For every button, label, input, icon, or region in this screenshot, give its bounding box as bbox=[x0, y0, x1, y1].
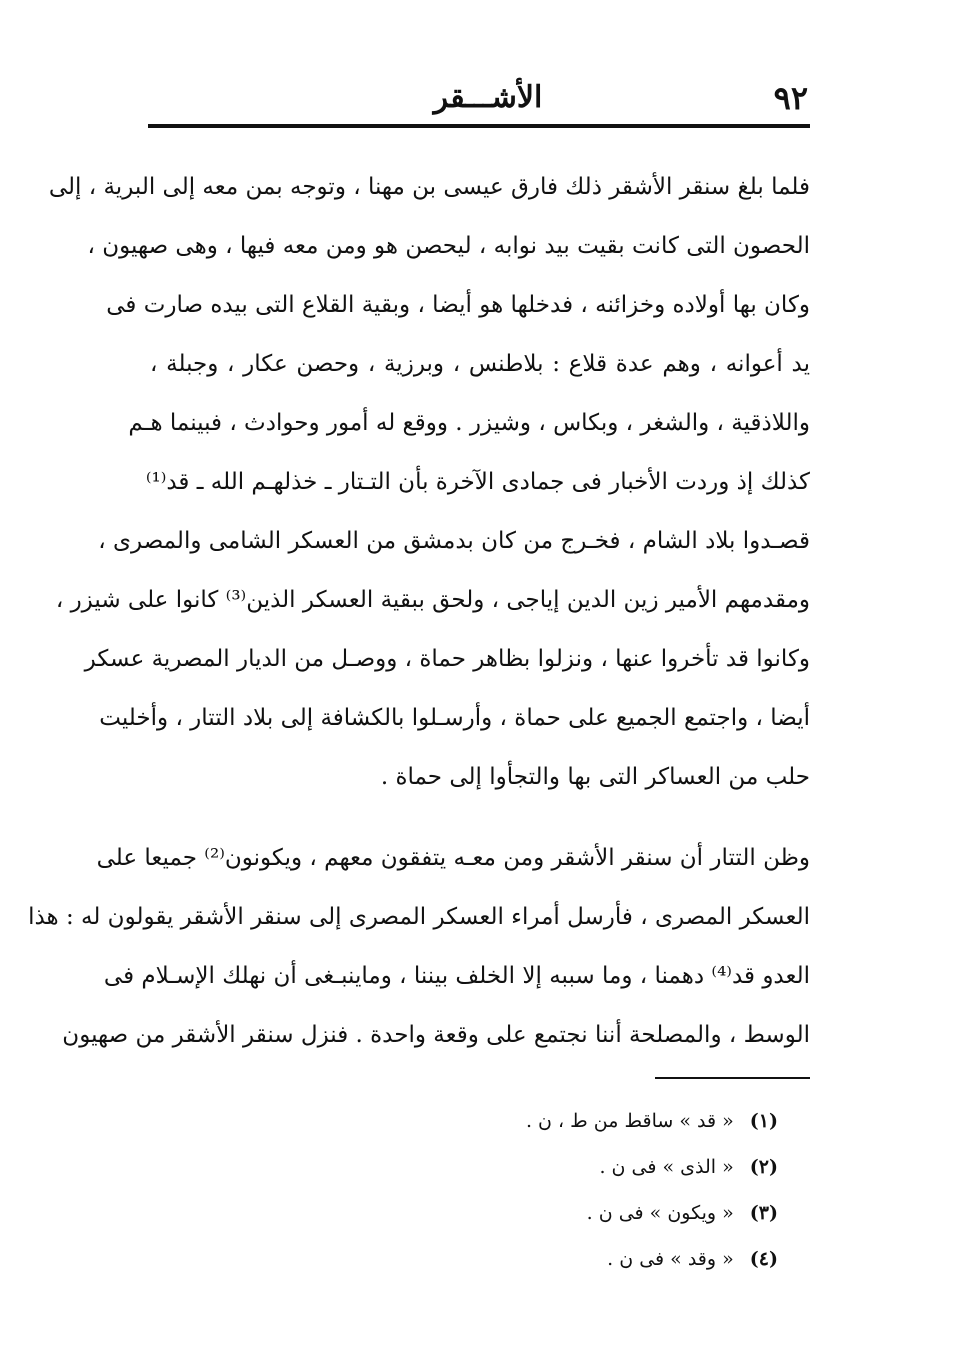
text-line: أيضا ، واجتمع الجميع على حماة ، وأرسـلوا بالكشافة إلى بلاد التتار ، وأخليت bbox=[99, 705, 810, 731]
text-line: الحصون التى كانت بقيت بيد نوابه ، ليحصن هو ومن معه فيها ، وهى صهيون ، bbox=[87, 233, 810, 259]
footnote-rule bbox=[655, 1077, 810, 1079]
text-line: قصـدوا بلاد الشام ، فخـرج من كان بدمشق من العسكر الشامى والمصرى ، bbox=[98, 528, 810, 554]
paragraph-gap bbox=[150, 807, 810, 829]
footnote-text: « ويكون » فى ن . bbox=[586, 1202, 734, 1224]
footnote-number: (٣) bbox=[749, 1202, 778, 1224]
page-header bbox=[148, 78, 808, 128]
footnote bbox=[358, 1190, 778, 1236]
footnote-text: « قد » ساقط من ط ، ن . bbox=[525, 1110, 734, 1132]
text-line: يد أعوانه ، وهم عدة قلاع : بلاطنس ، وبرزية ، وحصن عكار ، وجبلة ، bbox=[150, 351, 810, 377]
paragraph bbox=[28, 829, 810, 1065]
text-line: كذلك إذ وردت الأخبار فى جمادى الآخرة بأن التـتار ـ خذلهـم الله ـ قد⁽¹⁾ bbox=[145, 469, 810, 495]
footnote bbox=[358, 1098, 778, 1144]
footnote-number: (٢) bbox=[749, 1156, 778, 1178]
text-line: الوسط ، والمصلحة أننا نجتمع على وقعة واحدة . فنزل سنقر الأشقر من صهيون bbox=[62, 1022, 810, 1048]
page-number: ٩٢ bbox=[773, 79, 808, 117]
footnote-number: (١) bbox=[749, 1110, 778, 1132]
text-line: فلما بلغ سنقر الأشقر ذلك فارق عيسى بن مهنا ، وتوجه بمن معه إلى البرية ، إلى bbox=[48, 174, 810, 200]
running-title: الأشـــقر bbox=[433, 80, 543, 115]
text-line: العسكر المصرى ، فأرسل أمراء العسكر المصرى إلى سنقر الأشقر يقولون له : هذا bbox=[28, 904, 810, 930]
text-line: وكان بها أولاده وخزائنه ، فدخلها هو أيضا ، وبقية القلاع التى بيده صارت فى bbox=[106, 292, 810, 318]
text-line: حلب من العساكر التى بها والتجأوا إلى حماة . bbox=[380, 764, 810, 790]
header-rule bbox=[148, 124, 810, 128]
footnote bbox=[358, 1236, 778, 1282]
text-line: العدو قد⁽⁴⁾ دهمنا ، وما سببه إلا الخلف بيننا ، وماينبـغى أن نهلك الإسـلام فى bbox=[103, 963, 810, 989]
text-line: وكانوا قد تأخروا عنها ، ونزلوا بظاهر حماة ، ووصـل من الديار المصرية عسكر bbox=[84, 646, 810, 672]
text-line: وظن التتار أن سنقر الأشقر ومن معـه يتفقون معهم ، ويكونون⁽²⁾ جميعا على bbox=[96, 845, 810, 871]
footnote-text: « الذى » فى ن . bbox=[599, 1156, 734, 1178]
text-line: ومقدمهم الأمير زين الدين إياجى ، ولحق ببقية العسكر الذين⁽³⁾ كانوا على شيزر ، bbox=[55, 587, 810, 613]
footnote-number: (٤) bbox=[749, 1248, 778, 1270]
text-line: واللاذقية ، والشغر ، وبكاس ، وشيزر . ووقع له أمور وحوادث ، فبينما هـم bbox=[128, 410, 810, 436]
footnote-text: « وقد » فى ن . bbox=[607, 1248, 734, 1270]
footnotes bbox=[358, 1098, 778, 1282]
main-text bbox=[28, 158, 810, 1065]
footnote bbox=[358, 1144, 778, 1190]
paragraph bbox=[48, 158, 810, 807]
